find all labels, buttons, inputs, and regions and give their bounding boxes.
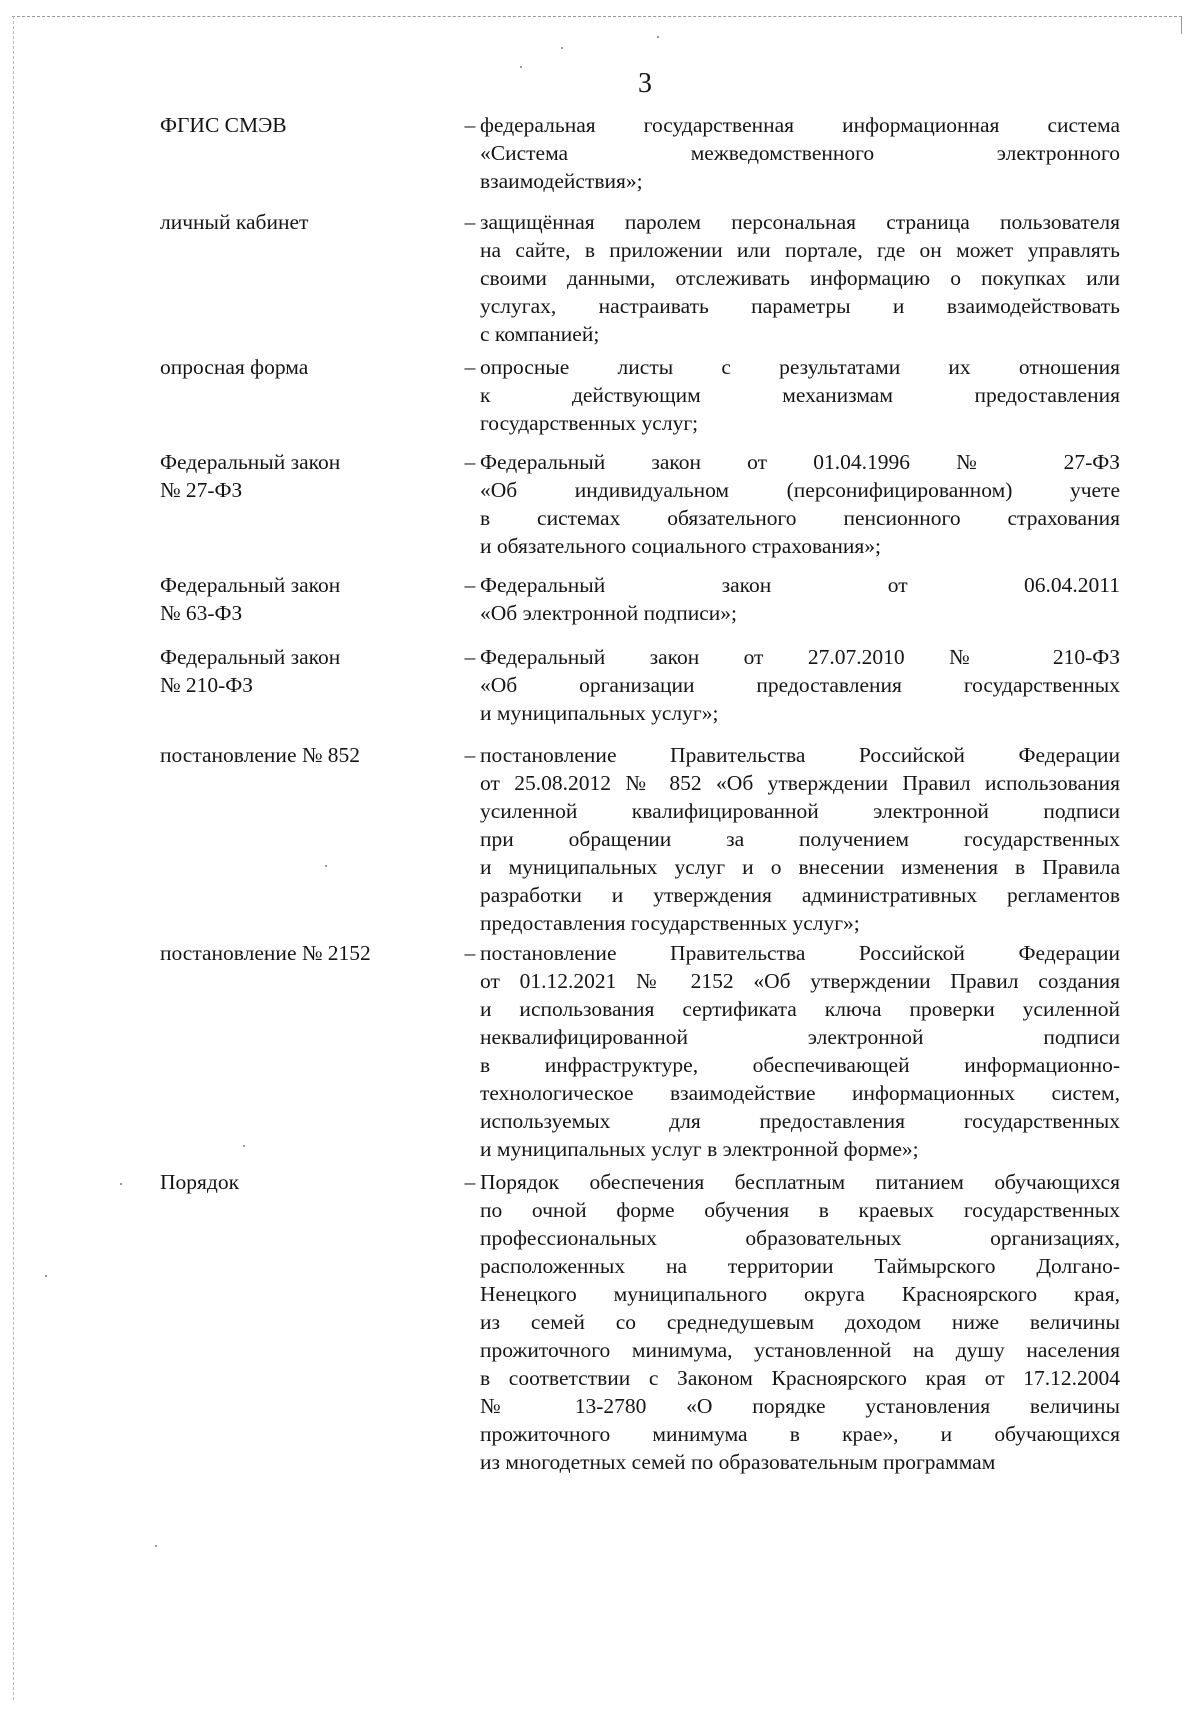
definition-text xyxy=(480,111,1120,195)
definition-text-line: неквалифицированной электронной подписи xyxy=(480,1025,1120,1049)
definition-text-line: защищённая паролем персональная страница пользователя xyxy=(480,210,1120,234)
definition-term xyxy=(160,353,460,381)
definition-text-line: по очной форме обучения в краевых государственных xyxy=(480,1198,1120,1222)
scan-speck xyxy=(561,47,563,49)
definition-text-line: Федеральный закон от 01.04.1996 № 27-ФЗ xyxy=(480,450,1120,474)
definition-text xyxy=(480,353,1120,437)
definition-text-line: Порядок обеспечения бесплатным питанием обучающихся xyxy=(480,1170,1120,1194)
scan-speck xyxy=(45,1275,47,1277)
definition-text-line: в инфраструктуре, обеспечивающей информационно- xyxy=(480,1053,1120,1077)
definition-term xyxy=(160,741,460,769)
definition-row xyxy=(160,111,1120,195)
definition-text-line: с компанией; xyxy=(480,322,600,346)
definition-text-line: от 25.08.2012 № 852 «Об утверждении Правил использования xyxy=(480,771,1120,795)
definition-text xyxy=(480,208,1120,348)
definition-term-line: № 27-ФЗ xyxy=(160,478,243,502)
definition-text-line: и муниципальных услуг в электронной форме»; xyxy=(480,1137,919,1161)
definition-term xyxy=(160,643,460,699)
definition-text-line: к действующим механизмам предоставления xyxy=(480,383,1120,407)
definition-text-line: постановление Правительства Российской Федерации xyxy=(480,941,1120,965)
definition-dash: – xyxy=(464,210,476,234)
definition-row xyxy=(160,643,1120,727)
definition-term-line: № 63-ФЗ xyxy=(160,601,243,625)
definition-text-line: № 13-2780 «О порядке установления величины xyxy=(480,1394,1120,1418)
definition-text-line: и обязательного социального страхования»; xyxy=(480,534,881,558)
definition-text-line: разработки и утверждения административных регламентов xyxy=(480,883,1120,907)
definition-text xyxy=(480,939,1120,1163)
definition-text-line: при обращении за получением государственных xyxy=(480,827,1120,851)
definition-term-line: Порядок xyxy=(160,1170,240,1194)
definition-text xyxy=(480,1168,1120,1476)
definition-text-line: «Об индивидуальном (персонифицированном) учете xyxy=(480,478,1120,502)
definition-row xyxy=(160,571,1120,627)
definition-term-line: Федеральный закон xyxy=(160,645,341,669)
definition-row xyxy=(160,741,1120,937)
definition-term xyxy=(160,571,460,627)
scan-border-left xyxy=(13,16,14,1700)
definition-text-line: взаимодействия»; xyxy=(480,169,643,193)
definition-text xyxy=(480,643,1120,727)
definition-term-line: № 210-ФЗ xyxy=(160,673,254,697)
definition-term-line: личный кабинет xyxy=(160,210,309,234)
definition-text-line: государственных услуг; xyxy=(480,411,699,435)
definition-text-line: своими данными, отслеживать информацию о покупках или xyxy=(480,266,1120,290)
definition-text-line: в системах обязательного пенсионного страхования xyxy=(480,506,1120,530)
definition-text-line: прожиточного минимума в крае», и обучающихся xyxy=(480,1422,1120,1446)
definition-text-line: технологическое взаимодействие информационных систем, xyxy=(480,1081,1120,1105)
definition-dash: – xyxy=(464,573,476,597)
definition-term xyxy=(160,448,460,504)
scan-speck xyxy=(120,1183,122,1185)
definition-term xyxy=(160,1168,460,1196)
definition-term-line: постановление № 852 xyxy=(160,743,360,767)
definition-text-line: и использования сертификата ключа проверки усиленной xyxy=(480,997,1120,1021)
definition-term xyxy=(160,111,460,139)
definition-text-line: и муниципальных услуг»; xyxy=(480,701,719,725)
definition-dash: – xyxy=(464,941,476,965)
definition-text-line: в соответствии с Законом Красноярского края от 17.12.2004 xyxy=(480,1366,1120,1390)
definition-text-line: Федеральный закон от 27.07.2010 № 210-ФЗ xyxy=(480,645,1120,669)
definition-text-line: «Об электронной подписи»; xyxy=(480,601,738,625)
definition-text-line: предоставления государственных услуг»; xyxy=(480,911,860,935)
definition-dash: – xyxy=(464,1170,476,1194)
definition-row xyxy=(160,939,1120,1163)
definition-text-line: расположенных на территории Таймырского Долгано- xyxy=(480,1254,1120,1278)
scan-speck xyxy=(155,1545,157,1547)
page-number: 3 xyxy=(638,68,652,99)
definition-text-line: прожиточного минимума, установленной на душу населения xyxy=(480,1338,1120,1362)
definition-text-line: услугах, настраивать параметры и взаимодействовать xyxy=(480,294,1120,318)
definition-term-line: Федеральный закон xyxy=(160,450,341,474)
definition-term-line: постановление № 2152 xyxy=(160,941,371,965)
definition-dash: – xyxy=(464,743,476,767)
definition-text-line: Ненецкого муниципального округа Красноярского края, xyxy=(480,1282,1120,1306)
definition-text xyxy=(480,741,1120,937)
definition-term-line: опросная форма xyxy=(160,355,309,379)
definition-text-line: на сайте, в приложении или портале, где он может управлять xyxy=(480,238,1120,262)
definition-text xyxy=(480,448,1120,560)
definition-term xyxy=(160,208,460,236)
definition-text-line: от 01.12.2021 № 2152 «Об утверждении Правил создания xyxy=(480,969,1120,993)
definition-text-line: усиленной квалифицированной электронной подписи xyxy=(480,799,1120,823)
definition-row xyxy=(160,208,1120,348)
definition-text-line: из многодетных семей по образовательным программам xyxy=(480,1450,996,1474)
definition-text-line: постановление Правительства Российской Федерации xyxy=(480,743,1120,767)
definition-text-line: опросные листы с результатами их отношения xyxy=(480,355,1120,379)
definition-text-line: федеральная государственная информационная система xyxy=(480,113,1120,137)
definition-dash: – xyxy=(464,645,476,669)
definition-text-line: Федеральный закон от 06.04.2011 xyxy=(480,573,1120,597)
definition-term-line: Федеральный закон xyxy=(160,573,341,597)
definition-text-line: и муниципальных услуг и о внесении изменения в Правила xyxy=(480,855,1120,879)
definition-term xyxy=(160,939,460,967)
definition-dash: – xyxy=(464,450,476,474)
definition-text-line: из семей со среднедушевым доходом ниже величины xyxy=(480,1310,1120,1334)
scan-speck xyxy=(657,36,659,38)
definition-dash: – xyxy=(464,355,476,379)
definition-row xyxy=(160,353,1120,437)
definition-text-line: «Система межведомственного электронного xyxy=(480,141,1120,165)
definition-text-line: профессиональных образовательных организациях, xyxy=(480,1226,1120,1250)
definition-row xyxy=(160,1168,1120,1476)
definition-text-line: используемых для предоставления государственных xyxy=(480,1109,1120,1133)
scan-border-top xyxy=(12,16,1182,17)
definition-dash: – xyxy=(464,113,476,137)
definition-text xyxy=(480,571,1120,627)
definition-term-line: ФГИС СМЭВ xyxy=(160,113,287,137)
scan-border-right xyxy=(1181,16,1182,34)
definition-text-line: «Об организации предоставления государственных xyxy=(480,673,1120,697)
definition-row xyxy=(160,448,1120,560)
